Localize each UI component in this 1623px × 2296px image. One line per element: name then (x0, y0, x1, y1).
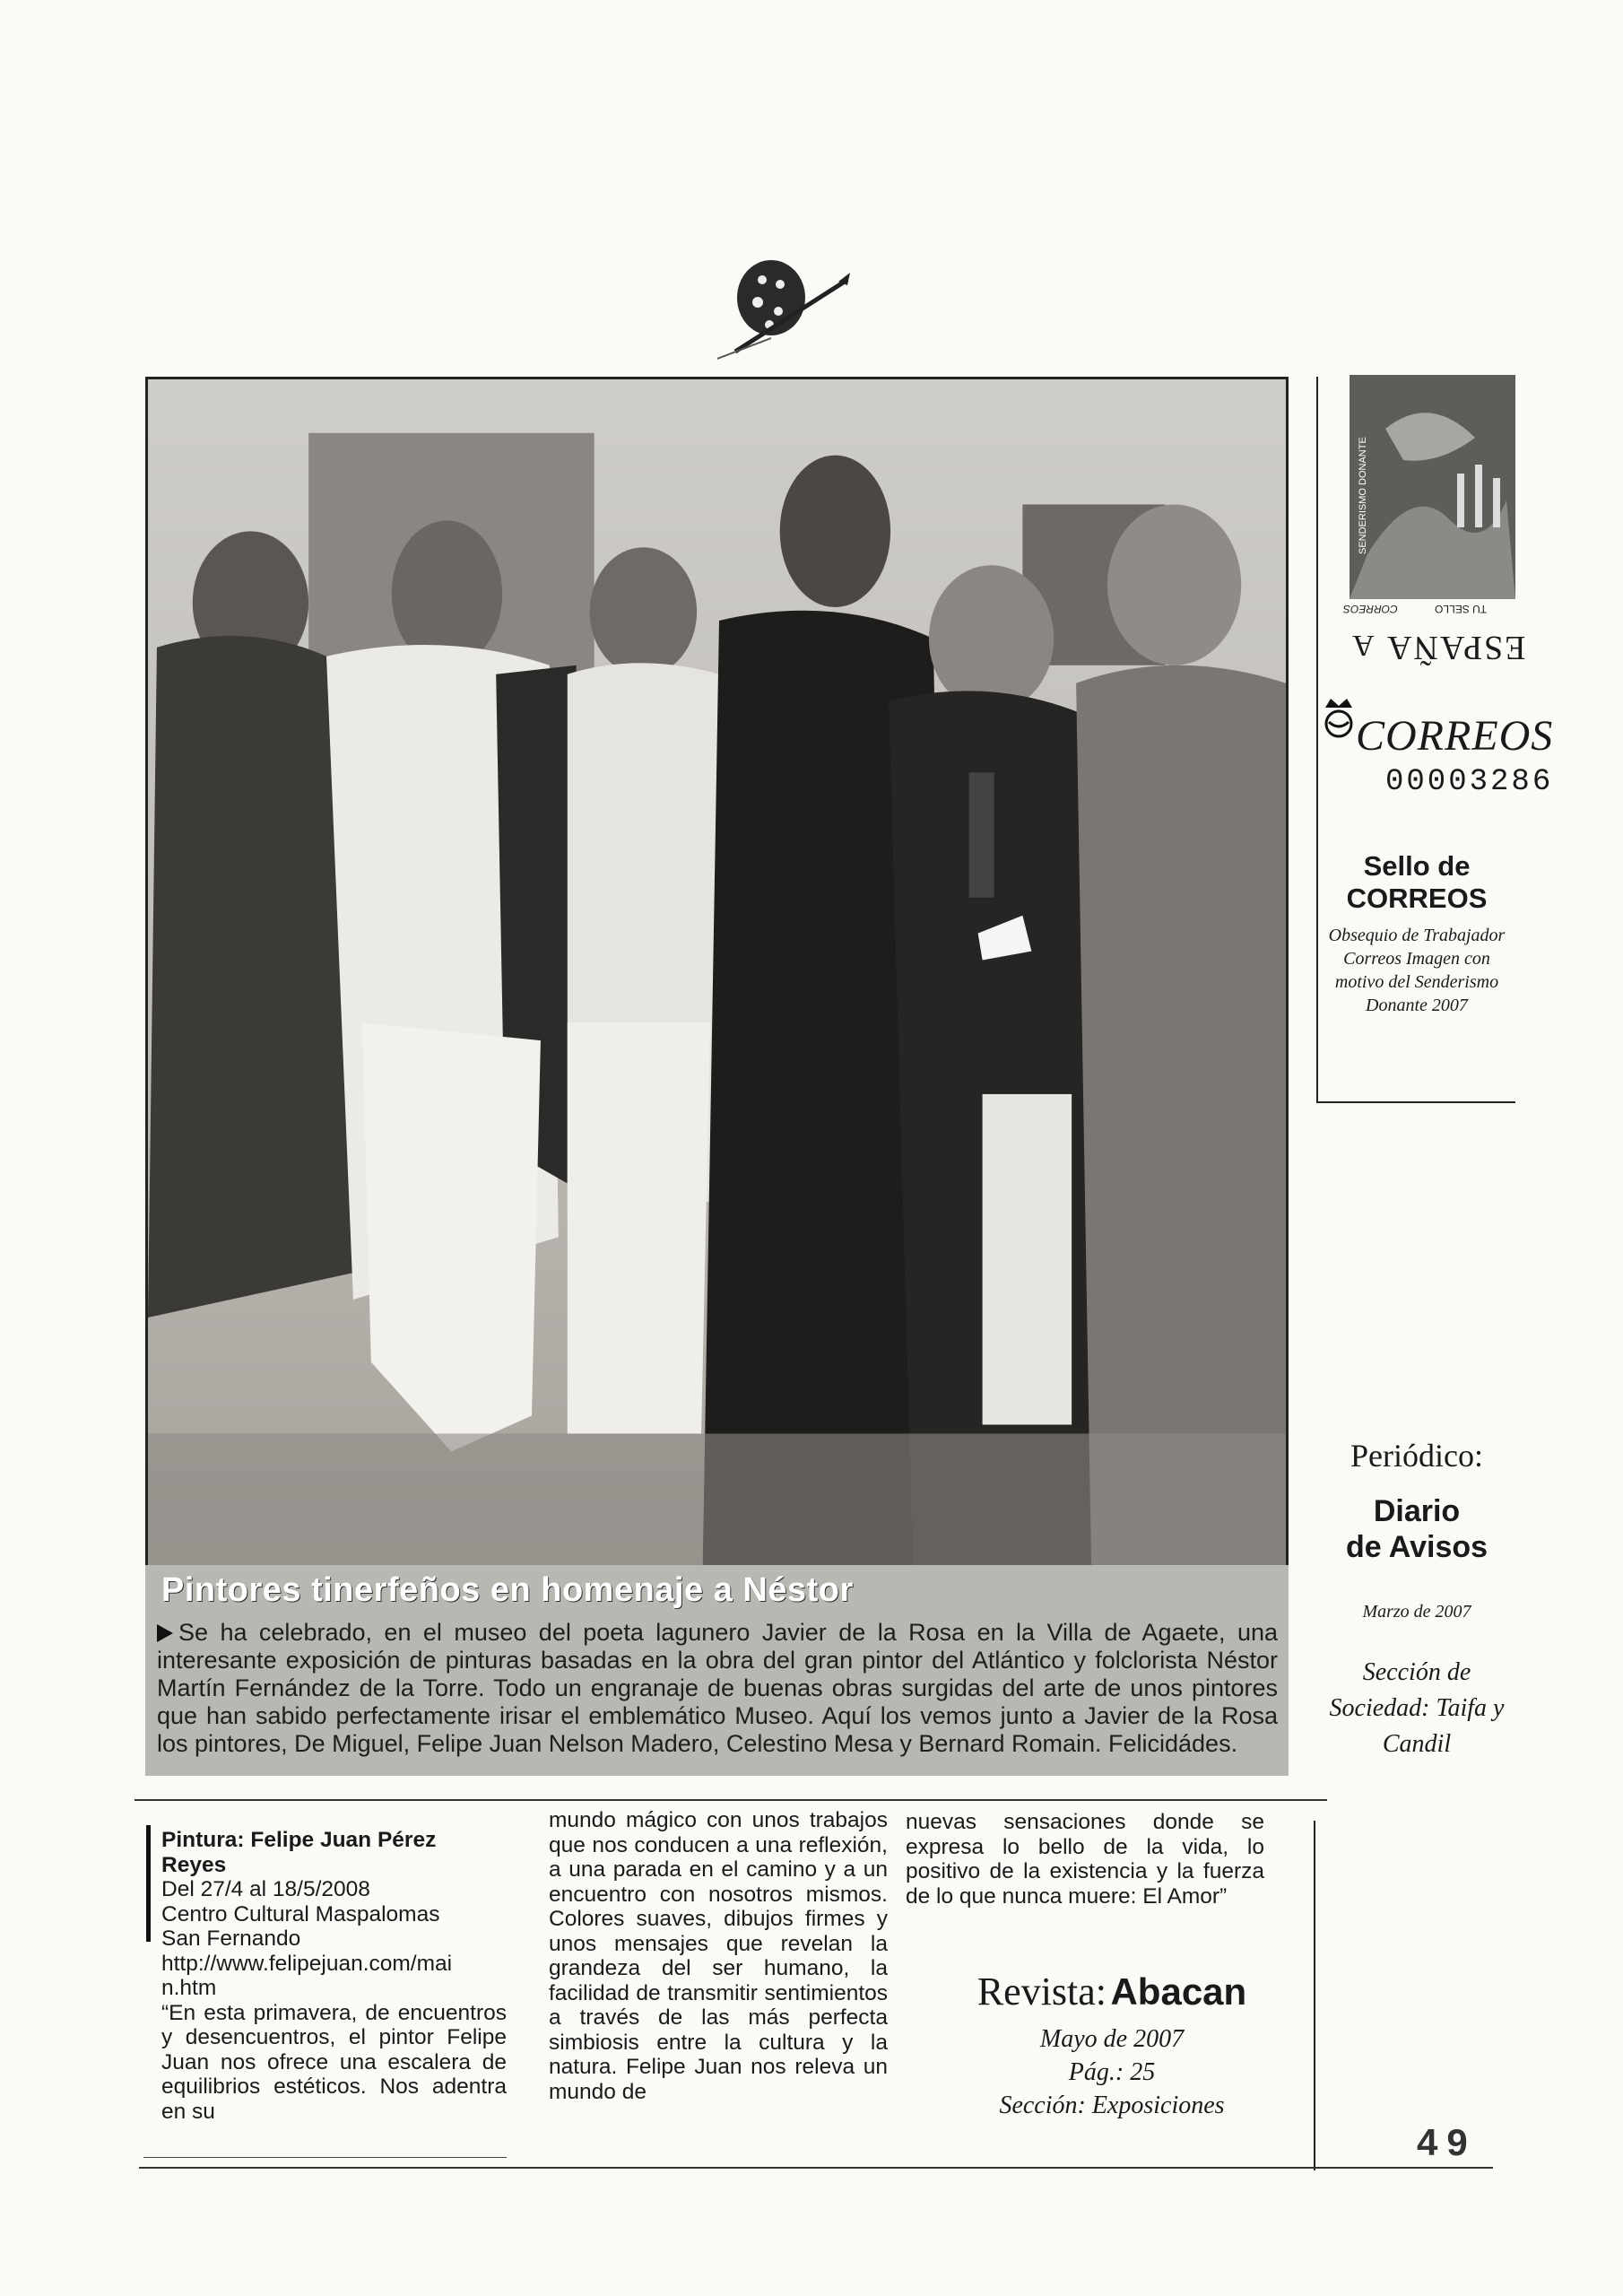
periodico-name: Diario de Avisos (1345, 1494, 1488, 1564)
palette-brush-icon (717, 253, 852, 361)
correos-brand: CORREOS (1356, 712, 1554, 760)
exhibition-url-line2: n.htm (161, 1976, 217, 2000)
exhibition-col1-text: “En esta primavera, de encuentros y desencuentros, el pintor Felipe Juan nos ofrece una escalera de equilibrios estéticos. Nos adentra en su (161, 2000, 507, 2124)
revista-name: Abacan (1110, 1970, 1247, 2013)
exhibition-heading-line1: Pintura: Felipe Juan Pérez (161, 1828, 437, 1852)
periodico-label: Periódico: (1350, 1438, 1483, 1474)
exhibition-column-3: nuevas sensaciones donde se expresa lo bello de la vida, lo positivo de la existencia y la fuerza de lo que nunca muere: El Amor” (906, 1810, 1264, 1909)
revista-section: Sección: Exposiciones (999, 2092, 1225, 2119)
correos-crown-icon (1318, 695, 1359, 740)
divider-bottom (139, 2167, 1493, 2169)
stamp-border-horizontal (1316, 1101, 1515, 1103)
photo-caption-text (157, 1619, 1278, 1758)
stamp-number: 00003286 (1385, 765, 1554, 799)
stamp-tu-sello: TU SELLO (1435, 603, 1488, 615)
exhibition-venue-line1: Centro Cultural Maspalomas (161, 1901, 440, 1926)
stamp-border-vertical (1316, 377, 1318, 1103)
periodico-date: Marzo de 2007 (1362, 1602, 1471, 1622)
exhibition-column-1 (161, 1828, 507, 2124)
exhibition-heading-line2: Reyes (161, 1852, 227, 1877)
photo-caption-body: Se ha celebrado, en el museo del poeta lagunero Javier de la Rosa en la Villa de Agaete, una interesante exposición de pinturas basadas en la obra del gran pintor del Atlántico y folclorista Néstor Martín Fernández de la Torre. Todo un engranaje de buenas obras surgidas del arte de unos pintores que han sabido perfectamente irisar el emblemático Museo. Aquí los vemos junto a Javier de la Rosa los pintores, De Miguel, Felipe Juan Nelson Madero, Celestino Mesa y Bernard Romain. Felicidádes. (157, 1619, 1278, 1757)
exhibition-url-line1: http://www.felipejuan.com/mai (161, 1951, 453, 1976)
stamp-country: ESPAÑA (1385, 629, 1526, 666)
divider-top (135, 1799, 1327, 1801)
stamp-letter: A (1352, 629, 1375, 662)
photo-caption-title: Pintores tinerfeños en homenaje a Néstor (161, 1571, 854, 1609)
revista-date: Mayo de 2007 (1039, 2025, 1185, 2053)
stamp-caption-body: Obsequio de Trabajador Correos Imagen con motivo del Senderismo Donante 2007 (1328, 926, 1506, 1015)
exhibition-dates: Del 27/4 al 18/5/2008 (161, 1877, 370, 1901)
stamp-image (1350, 375, 1515, 599)
stamp-correos-small: CORREOS (1343, 603, 1398, 615)
periodico-section: Sección de Sociedad: Taifa y Candil (1329, 1658, 1505, 1758)
revista-title (906, 1969, 1318, 2014)
revista-page: Pág.: 25 (1068, 2058, 1156, 2086)
left-accent-bar (146, 1825, 151, 1942)
exhibition-venue-line2: San Fernando (161, 1926, 301, 1951)
page-number: 49 (1417, 2121, 1477, 2163)
arrow-right-icon (157, 1624, 173, 1642)
exhibition-column-2: mundo mágico con unos trabajos que nos conducen a una reflexión, a una parada en el camino y a un encuentro con nosotros mismos. Colores suaves, dibujos firmes y unos mensajes que revelan la grandeza del ser humano, la facilidad de transmitir sentimientos a través de las más perfecta simbiosis entre la cultura y la natura. Felipe Juan nos releva un mundo de (549, 1808, 888, 2104)
stamp-image-text: SENDERISMO DONANTE (1358, 437, 1368, 554)
revista-label: Revista: (976, 1970, 1107, 2013)
column-rule (143, 2157, 507, 2158)
stamp-caption-title: Sello de CORREOS (1346, 850, 1488, 914)
